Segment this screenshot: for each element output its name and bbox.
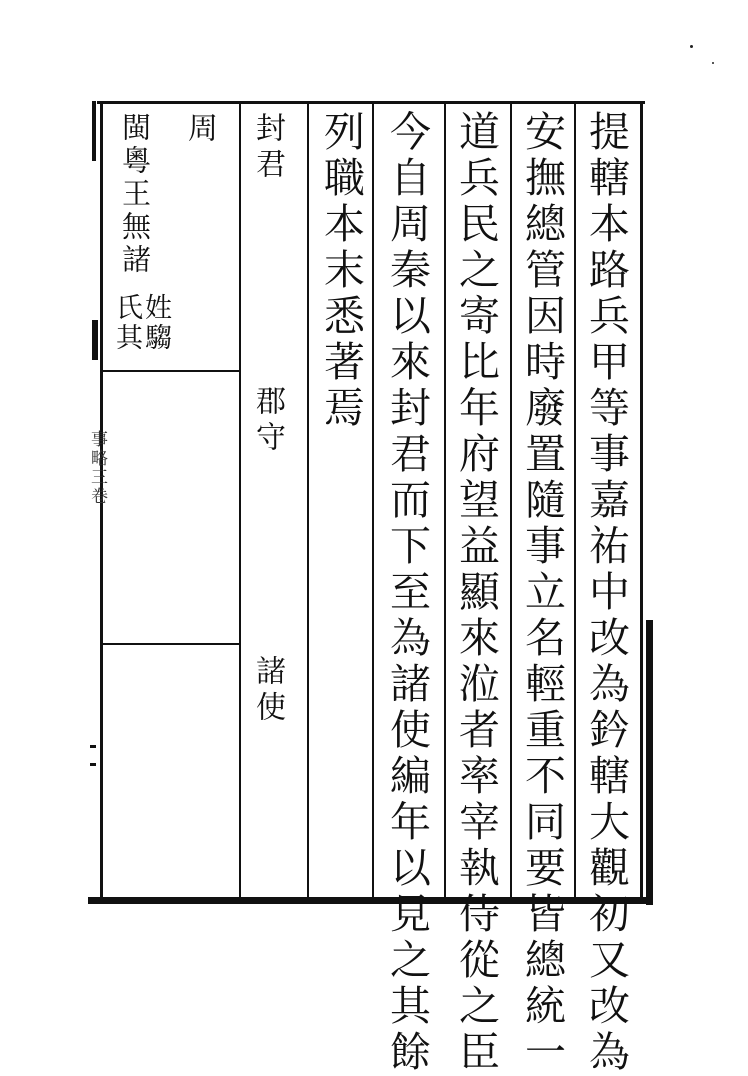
- column-divider: [239, 101, 241, 897]
- text-column-3: 道兵民之寄比年府望益顯來涖者率宰執侍從之臣: [452, 110, 500, 1076]
- frame-right-bar: [646, 620, 653, 905]
- frame-right-line: [640, 101, 643, 901]
- text-column-2: 安撫總管因時廢置隨事立名輕重不同要皆總統一: [518, 110, 566, 1076]
- binding-mark: [90, 745, 96, 748]
- frame-top-line: [97, 101, 645, 104]
- margin-title: 事略三卷: [87, 430, 107, 506]
- header-jun-shou: 郡守: [250, 385, 285, 457]
- header-feng-jun: 封君: [250, 112, 285, 184]
- column-divider: [444, 101, 446, 897]
- column-divider: [307, 101, 309, 897]
- text-column-5: 列職本末悉著焉: [317, 110, 365, 432]
- ink-speck: [690, 45, 693, 48]
- table-row-line: [103, 643, 239, 645]
- header-zhu-shi: 諸使: [250, 655, 285, 727]
- column-divider: [510, 101, 512, 897]
- text-column-4: 今自周秦以來封君而下至為諸使編年以見之其餘: [383, 110, 431, 1076]
- binding-mark: [92, 320, 98, 360]
- ruler-entry: 閩粵王無諸: [118, 112, 152, 277]
- text-column-1: 提轄本路兵甲等事嘉祐中改為鈐轄大觀初又改為: [582, 110, 630, 1076]
- column-divider: [574, 101, 576, 897]
- column-divider: [372, 101, 374, 897]
- table-row-line: [103, 370, 239, 372]
- era-label: 周: [182, 112, 217, 148]
- ink-speck: [712, 62, 714, 64]
- binding-mark: [92, 101, 96, 161]
- binding-mark: [90, 763, 96, 766]
- entry-note-right: 姓騶: [140, 293, 171, 353]
- entry-note-left: 氏其: [111, 293, 142, 353]
